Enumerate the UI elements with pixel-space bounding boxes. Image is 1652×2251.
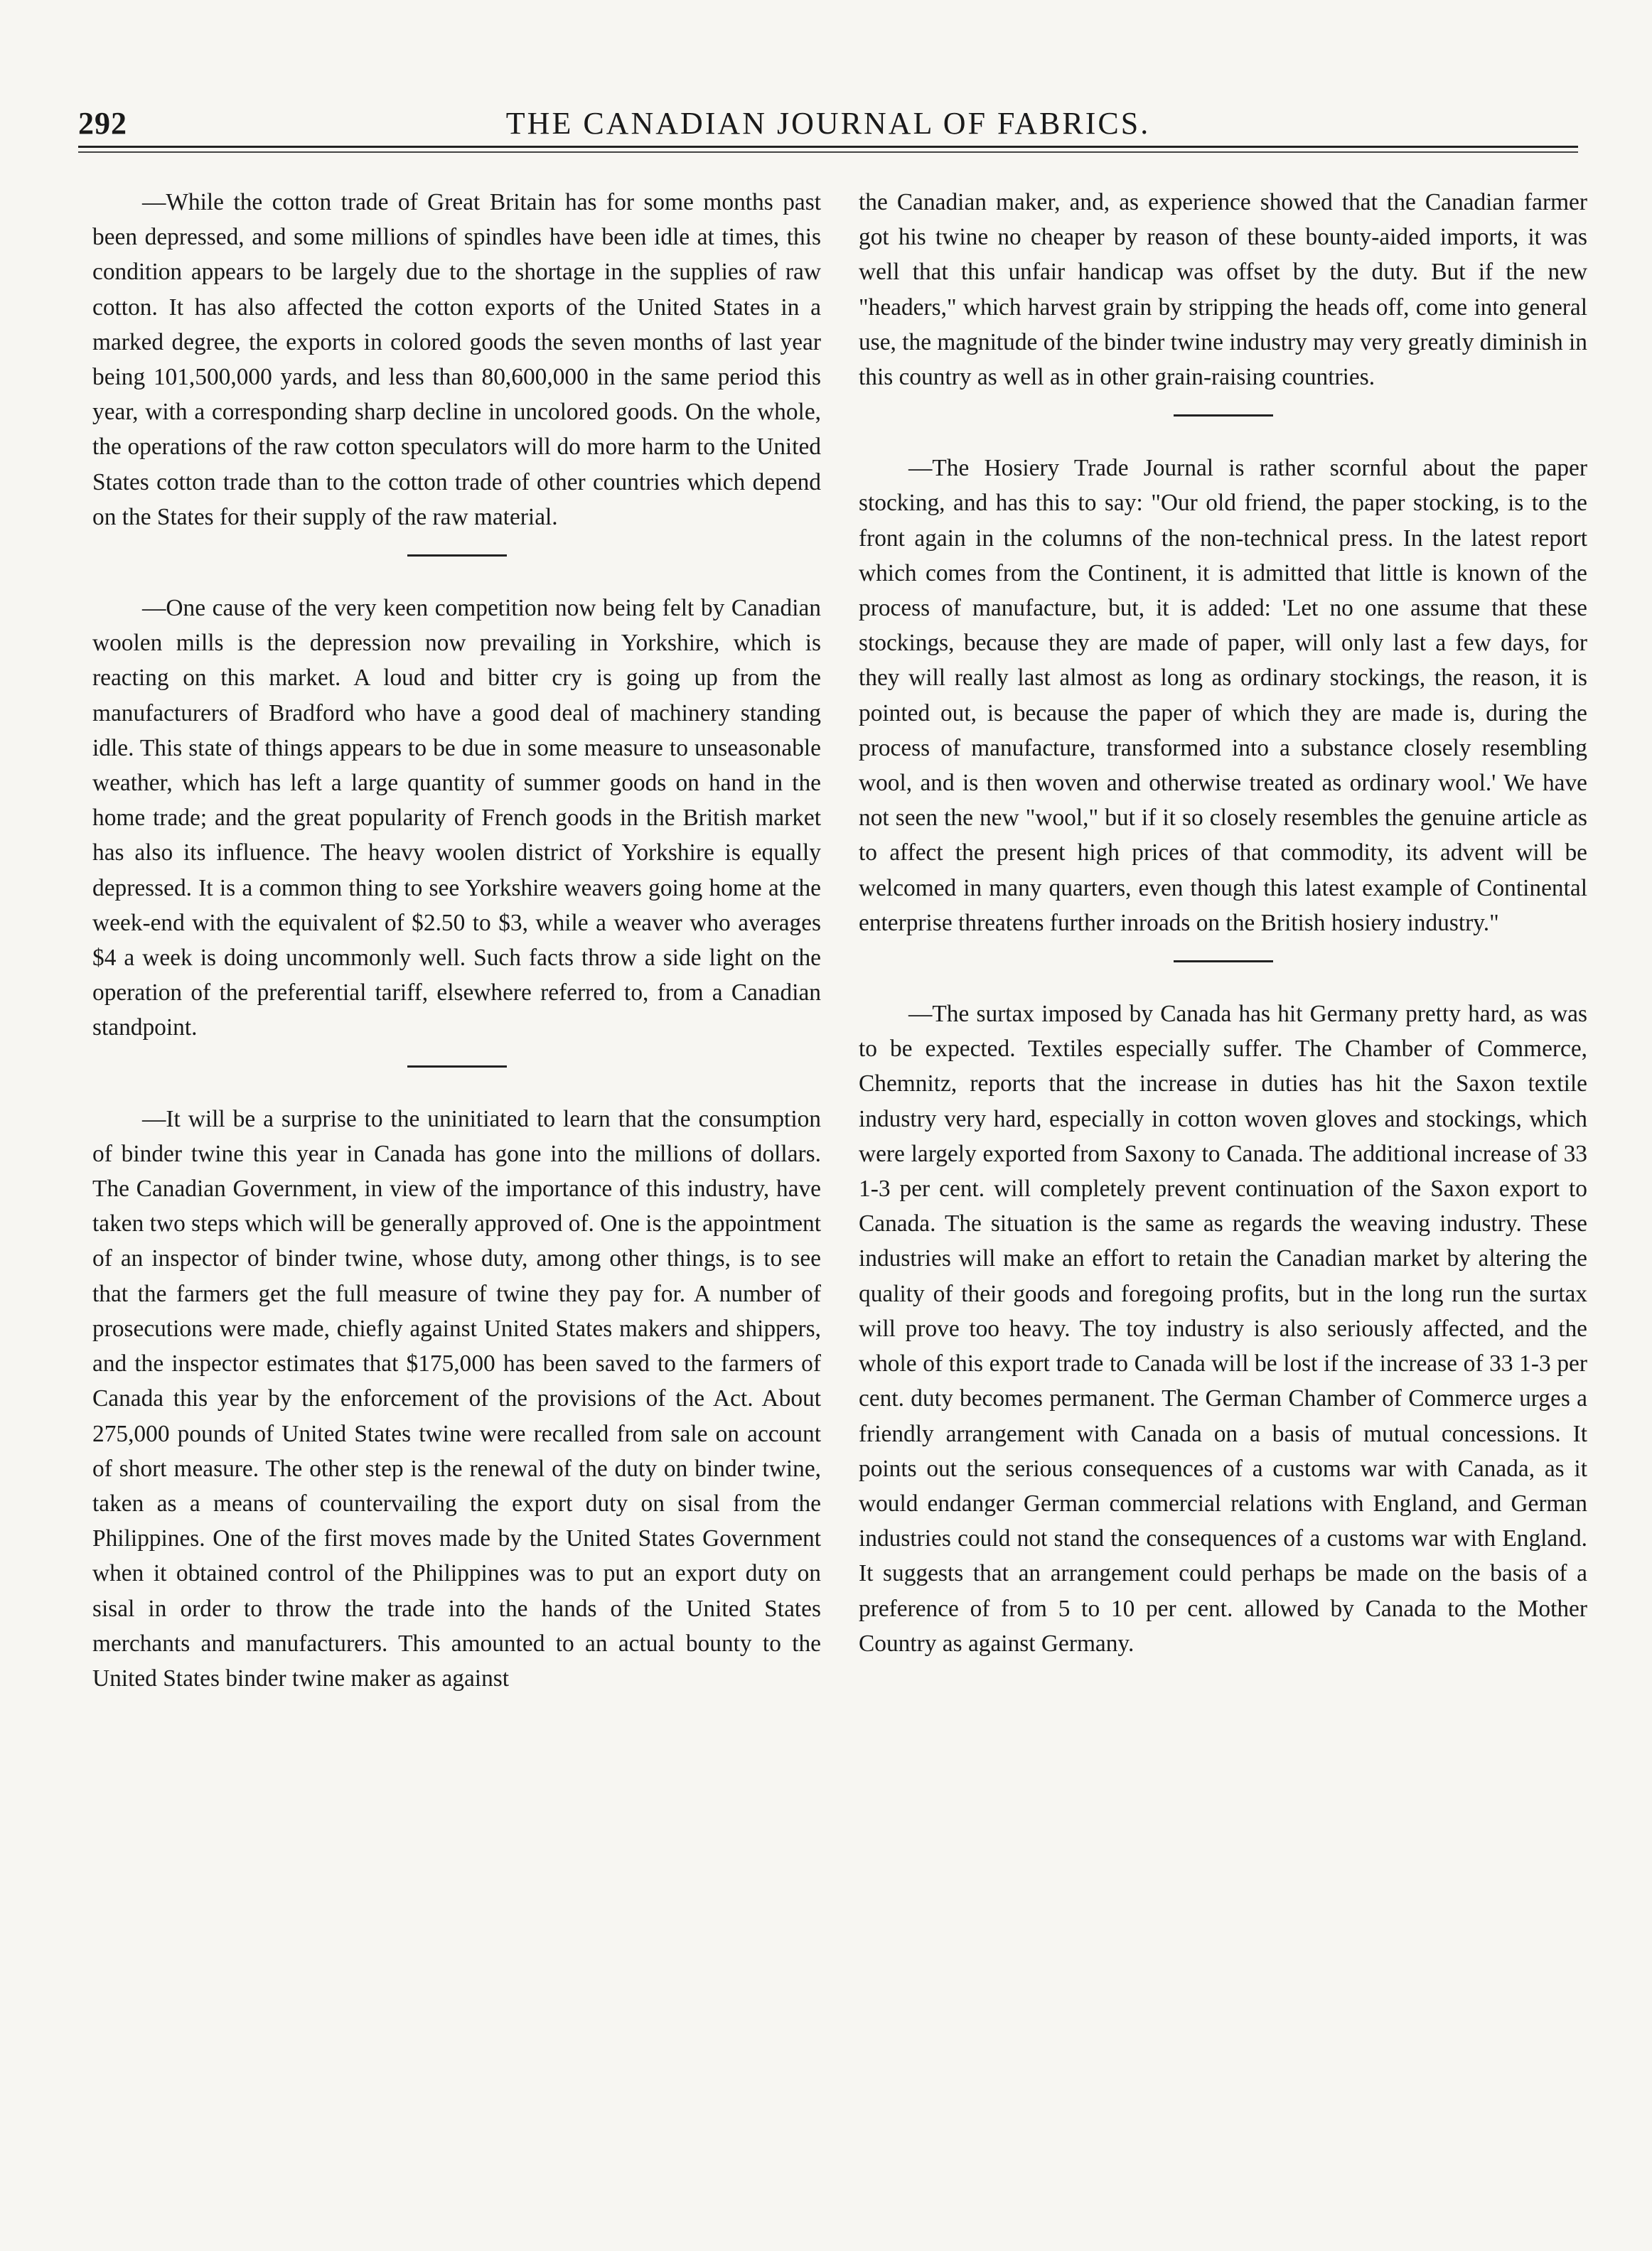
left-column — [92, 185, 821, 1696]
section-divider — [1174, 960, 1273, 962]
header-rule — [78, 146, 1578, 148]
journal-title: THE CANADIAN JOURNAL OF FABRICS. — [505, 106, 1151, 141]
header-rule-secondary — [78, 151, 1578, 153]
right-column — [859, 185, 1587, 1661]
section-divider — [407, 554, 507, 557]
article-german-surtax: —The surtax imposed by Canada has hit Germany pretty hard, as was to be expected. Textiles especially suffer. The Chamber of Commerce, Chemnitz, reports that the increase in duties has hit the Saxon textile industry very hard, especially in cotton woven gloves and stockings, which were largely exported from Saxony to Canada. The additional increase of 33 1-3 per cent. will completely prevent continuation of the Saxon export to Canada. The situation is the same as regards the weaving industry. These industries will make an effort to retain the Canadian market by altering the quality of their goods and foregoing profits, but in the long run the surtax will prove too heavy. The toy industry is also seriously affected, and the whole of this export trade to Canada will be lost if the increase of 33 1-3 per cent. duty becomes permanent. The German Chamber of Commerce urges a friendly arrangement with Canada on a basis of mutual concessions. It points out the serious consequences of a customs war with Canada, as it would endanger German commercial relations with England, and German industries could not stand the consequences of a customs war with England. It suggests that an arrangement could perhaps be made on the basis of a preference of from 5 to 10 per cent. allowed by Canada to the Mother Country as against Germany. — [859, 1001, 1587, 1657]
article-cotton-trade: —While the cotton trade of Great Britain has for some months past been depressed, and some millions of spindles have been idle at times, this condition appears to be largely due to the shortage in the supplies of raw cotton. It has also affected the cotton exports of the United States in a marked degree, the exports in colored goods the seven months of last year being 101,500,000 yards, and less than 80,600,000 in the same period this year, with a corresponding sharp decline in uncolored goods. On the whole, the operations of the raw cotton speculators will do more harm to the United States cotton trade than to the cotton trade of other countries which depend on the States for their supply of the raw material. — [92, 189, 821, 530]
article-binder-twine-continued: the Canadian maker, and, as experience showed that the Canadian farmer got his twine no cheaper by reason of these bounty-aided imports, it was well that this unfair handicap was offset by the duty. But if the new "headers," which harvest grain by stripping the heads off, come into general use, the magnitude of the binder twine industry may very greatly diminish in this country as well as in other grain-raising countries. — [859, 189, 1587, 391]
page-header — [78, 105, 1578, 162]
article-paper-stocking: —The Hosiery Trade Journal is rather scornful about the paper stocking, and has this to say: "Our old friend, the paper stocking, is to the front again in the columns of the non-technical press. In the latest report which comes from the Continent, it is admitted that little is known of the process of manufacture, but, it is added: 'Let no one assume that these stockings, because they are made of paper, will only last a few days, for they will really last almost as long as ordinary stockings, the reason, it is pointed out, is because the paper of which they are made is, during the process of manufacture, transformed into a substance closely resembling wool, and is then woven and otherwise treated as ordinary wool.' We have not seen the new "wool," but if it so closely resembles the genuine article as to affect the present high prices of that commodity, its advent will be welcomed in many quarters, even though this latest example of Continental enterprise threatens further inroads on the British hosiery industry." — [859, 455, 1587, 936]
page-number: 292 — [78, 106, 127, 141]
article-woolen-competition: —One cause of the very keen competition now being felt by Canadian woolen mills is the depression now prevailing in Yorkshire, which is reacting on this market. A loud and bitter cry is going up from the manufacturers of Bradford who have a good deal of machinery standing idle. This state of things appears to be due in some measure to unseasonable weather, which has left a large quantity of summer goods on hand in the home trade; and the great popularity of French goods in the British market has also its influence. The heavy woolen district of Yorkshire is equally depressed. It is a common thing to see Yorkshire weavers going home at the week-end with the equivalent of $2.50 to $3, while a weaver who averages $4 a week is doing uncommonly well. Such facts throw a side light on the operation of the preferential tariff, elsewhere referred to, from a Canadian standpoint. — [92, 595, 821, 1041]
article-binder-twine: —It will be a surprise to the uninitiated to learn that the consumption of binder twine this year in Canada has gone into the millions of dollars. The Canadian Government, in view of the importance of this industry, have taken two steps which will be generally approved of. One is the appointment of an inspector of binder twine, whose duty, among other things, is to see that the farmers get the full measure of twine they pay for. A number of prosecutions were made, chiefly against United States makers and shippers, and the inspector estimates that $175,000 has been saved to the farmers of Canada this year by the enforcement of the provisions of the Act. About 275,000 pounds of United States twine were recalled from sale on account of short measure. The other step is the renewal of the duty on binder twine, taken as a means of countervailing the export duty on sisal from the Philippines. One of the first moves made by the United States Government when it obtained control of the Philippines was to put an export duty on sisal in order to throw the trade into the hands of the United States merchants and manufacturers. This amounted to an actual bounty to the United States binder twine maker as against — [92, 1105, 821, 1692]
section-divider — [407, 1065, 507, 1068]
section-divider — [1174, 414, 1273, 417]
